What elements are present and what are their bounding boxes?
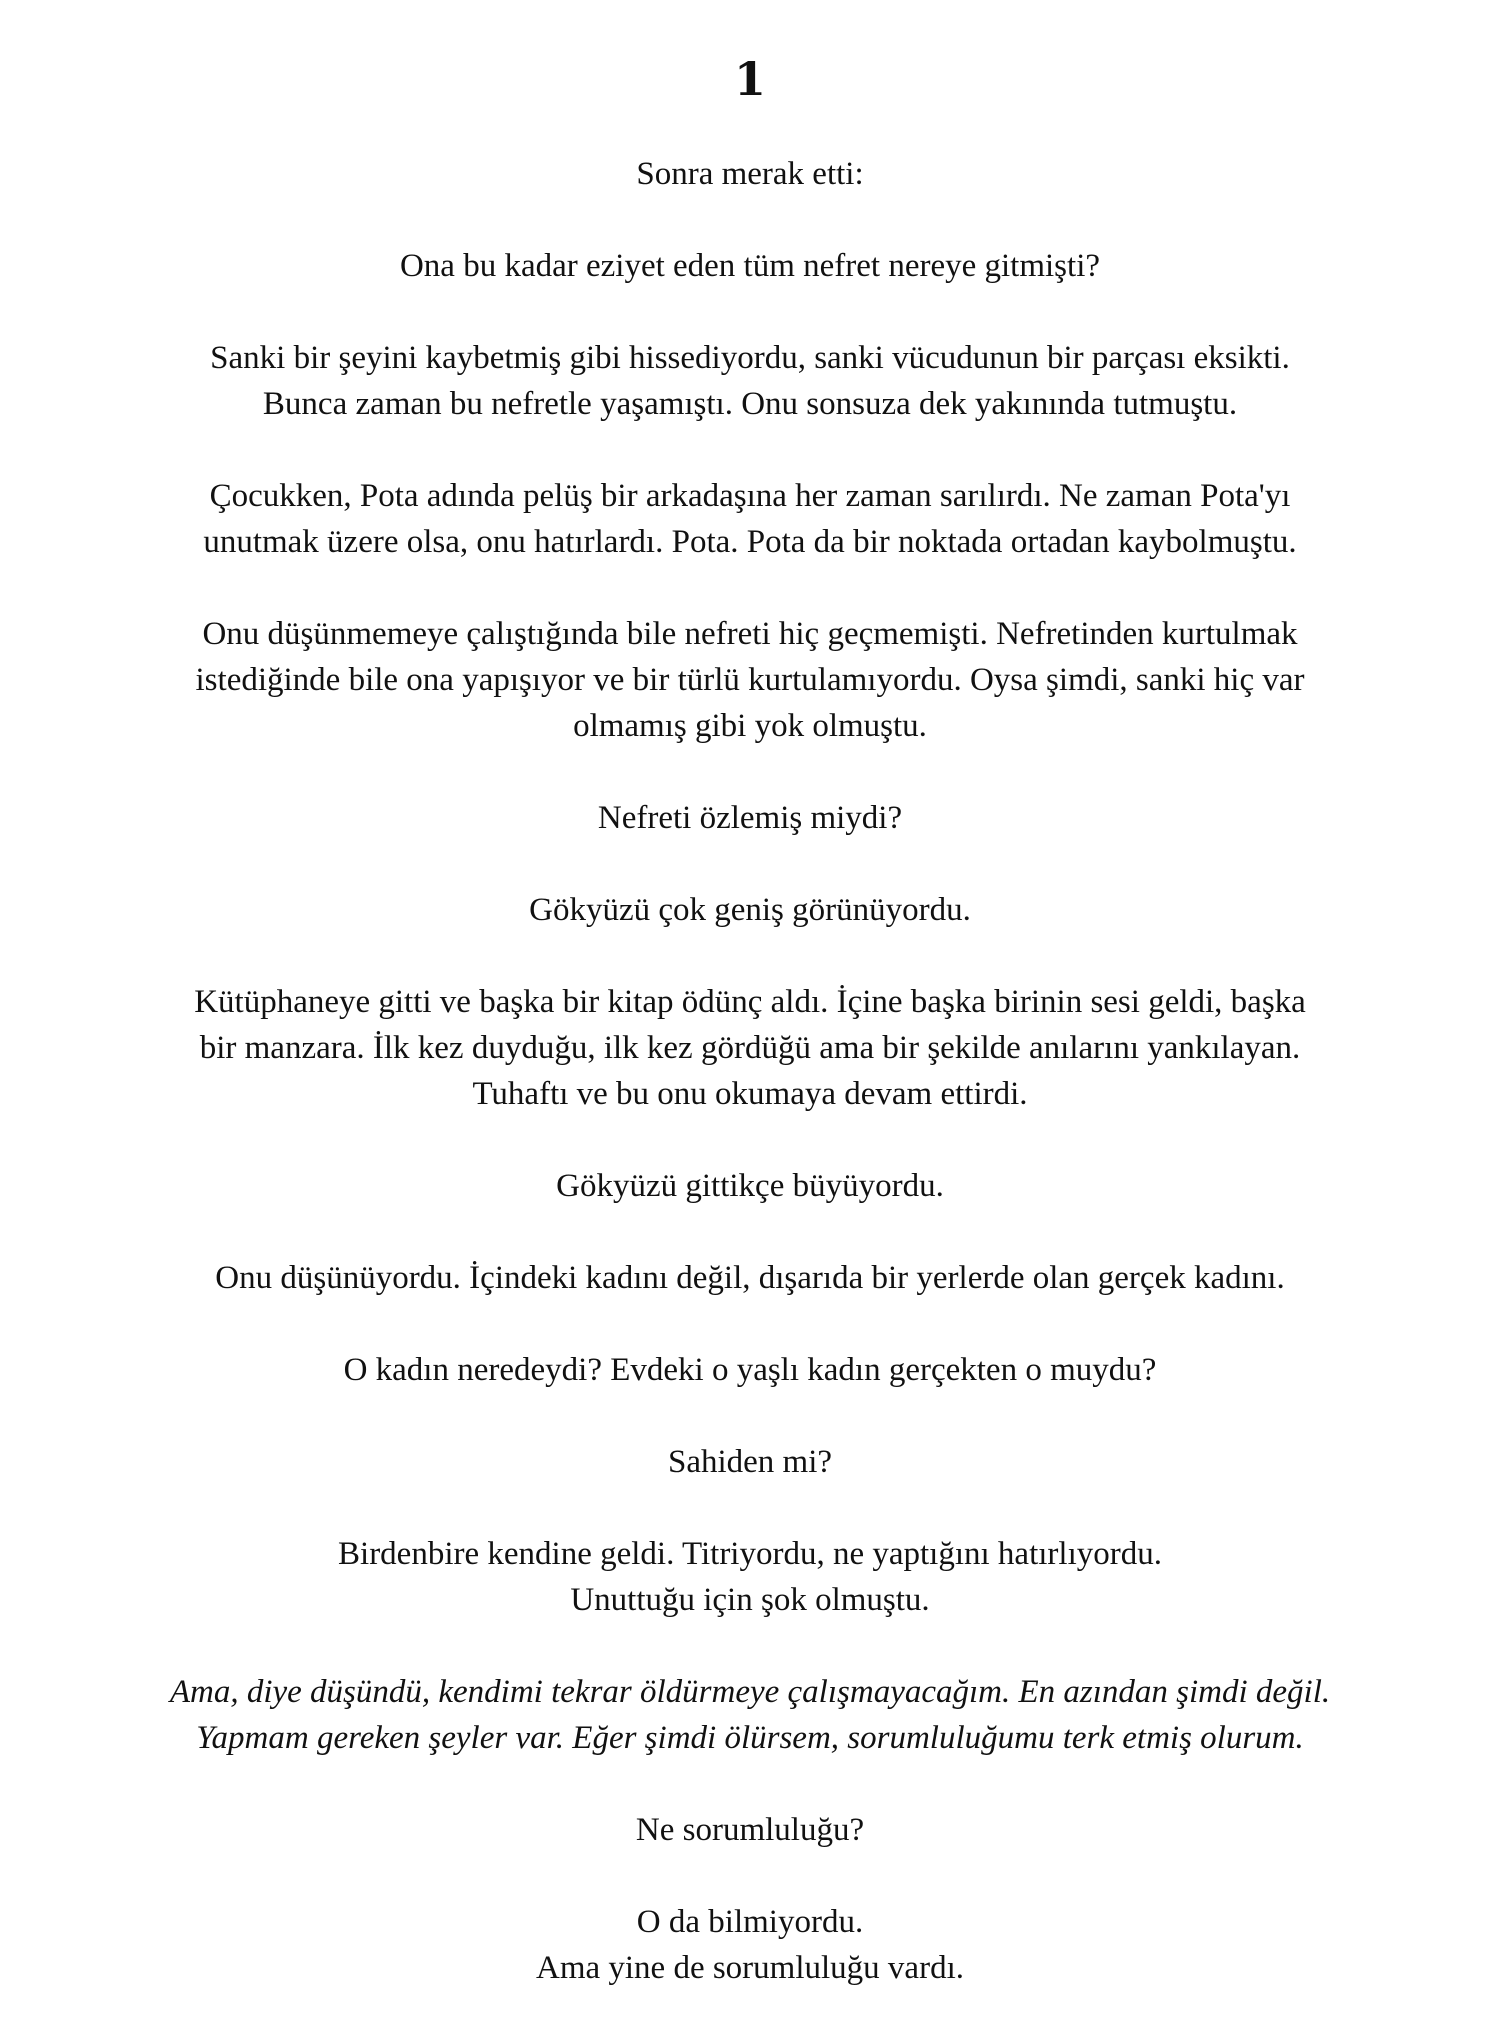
paragraph bbox=[60, 1347, 1440, 1393]
text-line: O kadın neredeydi? Evdeki o yaşlı kadın gerçekten o muydu? bbox=[343, 1352, 1157, 1388]
text-line: istediğinde bile ona yapışıyor ve bir türlü kurtulamıyordu. Oysa şimdi, sanki hiç var bbox=[195, 662, 1305, 698]
text-line: Ne sorumluluğu? bbox=[635, 1812, 865, 1848]
paragraph bbox=[60, 473, 1440, 565]
italic-paragraph bbox=[60, 1669, 1440, 1761]
paragraph bbox=[60, 1531, 1440, 1623]
paragraph bbox=[60, 151, 1440, 197]
text-line: Tuhaftı ve bu onu okumaya devam ettirdi. bbox=[472, 1076, 1028, 1112]
chapter-text bbox=[60, 151, 1440, 1991]
text-line: Ama, diye düşündü, kendimi tekrar öldürmeye çalışmayacağım. En azından şimdi değil. bbox=[169, 1674, 1331, 1710]
text-line: Nefreti özlemiş miydi? bbox=[597, 800, 903, 836]
paragraph bbox=[60, 243, 1440, 289]
text-line: Onu düşünüyordu. İçindeki kadını değil, dışarıda bir yerlerde olan gerçek kadını. bbox=[215, 1260, 1285, 1296]
paragraph bbox=[60, 1899, 1440, 1991]
text-line: O da bilmiyordu. bbox=[636, 1904, 864, 1940]
paragraph bbox=[60, 1807, 1440, 1853]
text-line: Unuttuğu için şok olmuştu. bbox=[570, 1582, 930, 1618]
paragraph bbox=[60, 795, 1440, 841]
text-line: Ama yine de sorumluluğu vardı. bbox=[535, 1950, 964, 1986]
paragraph bbox=[60, 335, 1440, 427]
text-line: Bunca zaman bu nefretle yaşamıştı. Onu sonsuza dek yakınında tutmuştu. bbox=[262, 386, 1238, 422]
text-line: Kütüphaneye gitti ve başka bir kitap ödünç aldı. İçine başka birinin sesi geldi, başka bbox=[194, 984, 1306, 1020]
text-line: Yapmam gereken şeyler var. Eğer şimdi ölürsem, sorumluluğumu terk etmiş olurum. bbox=[196, 1720, 1304, 1756]
text-line: Gökyüzü gittikçe büyüyordu. bbox=[556, 1168, 944, 1204]
paragraph bbox=[60, 1163, 1440, 1209]
text-line: Birdenbire kendine geldi. Titriyordu, ne yaptığını hatırlıyordu. bbox=[338, 1536, 1162, 1572]
text-line: Ona bu kadar eziyet eden tüm nefret nereye gitmişti? bbox=[399, 248, 1101, 284]
paragraph bbox=[60, 887, 1440, 933]
paragraph bbox=[60, 1255, 1440, 1301]
paragraph bbox=[60, 611, 1440, 749]
text-line: Sonra merak etti: bbox=[636, 156, 864, 192]
paragraph bbox=[60, 979, 1440, 1117]
text-line: Sanki bir şeyini kaybetmiş gibi hissediyordu, sanki vücudunun bir parçası eksikti. bbox=[210, 340, 1290, 376]
text-line: Onu düşünmemeye çalıştığında bile nefreti hiç geçmemişti. Nefretinden kurtulmak bbox=[202, 616, 1298, 652]
paragraph bbox=[60, 1439, 1440, 1485]
text-line: olmamış gibi yok olmuştu. bbox=[573, 708, 927, 744]
text-line: Gökyüzü çok geniş görünüyordu. bbox=[529, 892, 971, 928]
text-line: Sahiden mi? bbox=[667, 1444, 833, 1480]
text-line: unutmak üzere olsa, onu hatırlardı. Pota. Pota da bir noktada ortadan kaybolmuştu. bbox=[203, 524, 1297, 560]
chapter-number: 1 bbox=[733, 52, 766, 106]
text-line: Çocukken, Pota adında pelüş bir arkadaşına her zaman sarılırdı. Ne zaman Pota'yı bbox=[209, 478, 1291, 514]
book-page bbox=[60, 0, 1440, 1991]
text-line: bir manzara. İlk kez duyduğu, ilk kez gördüğü ama bir şekilde anılarını yankılayan. bbox=[199, 1030, 1301, 1066]
